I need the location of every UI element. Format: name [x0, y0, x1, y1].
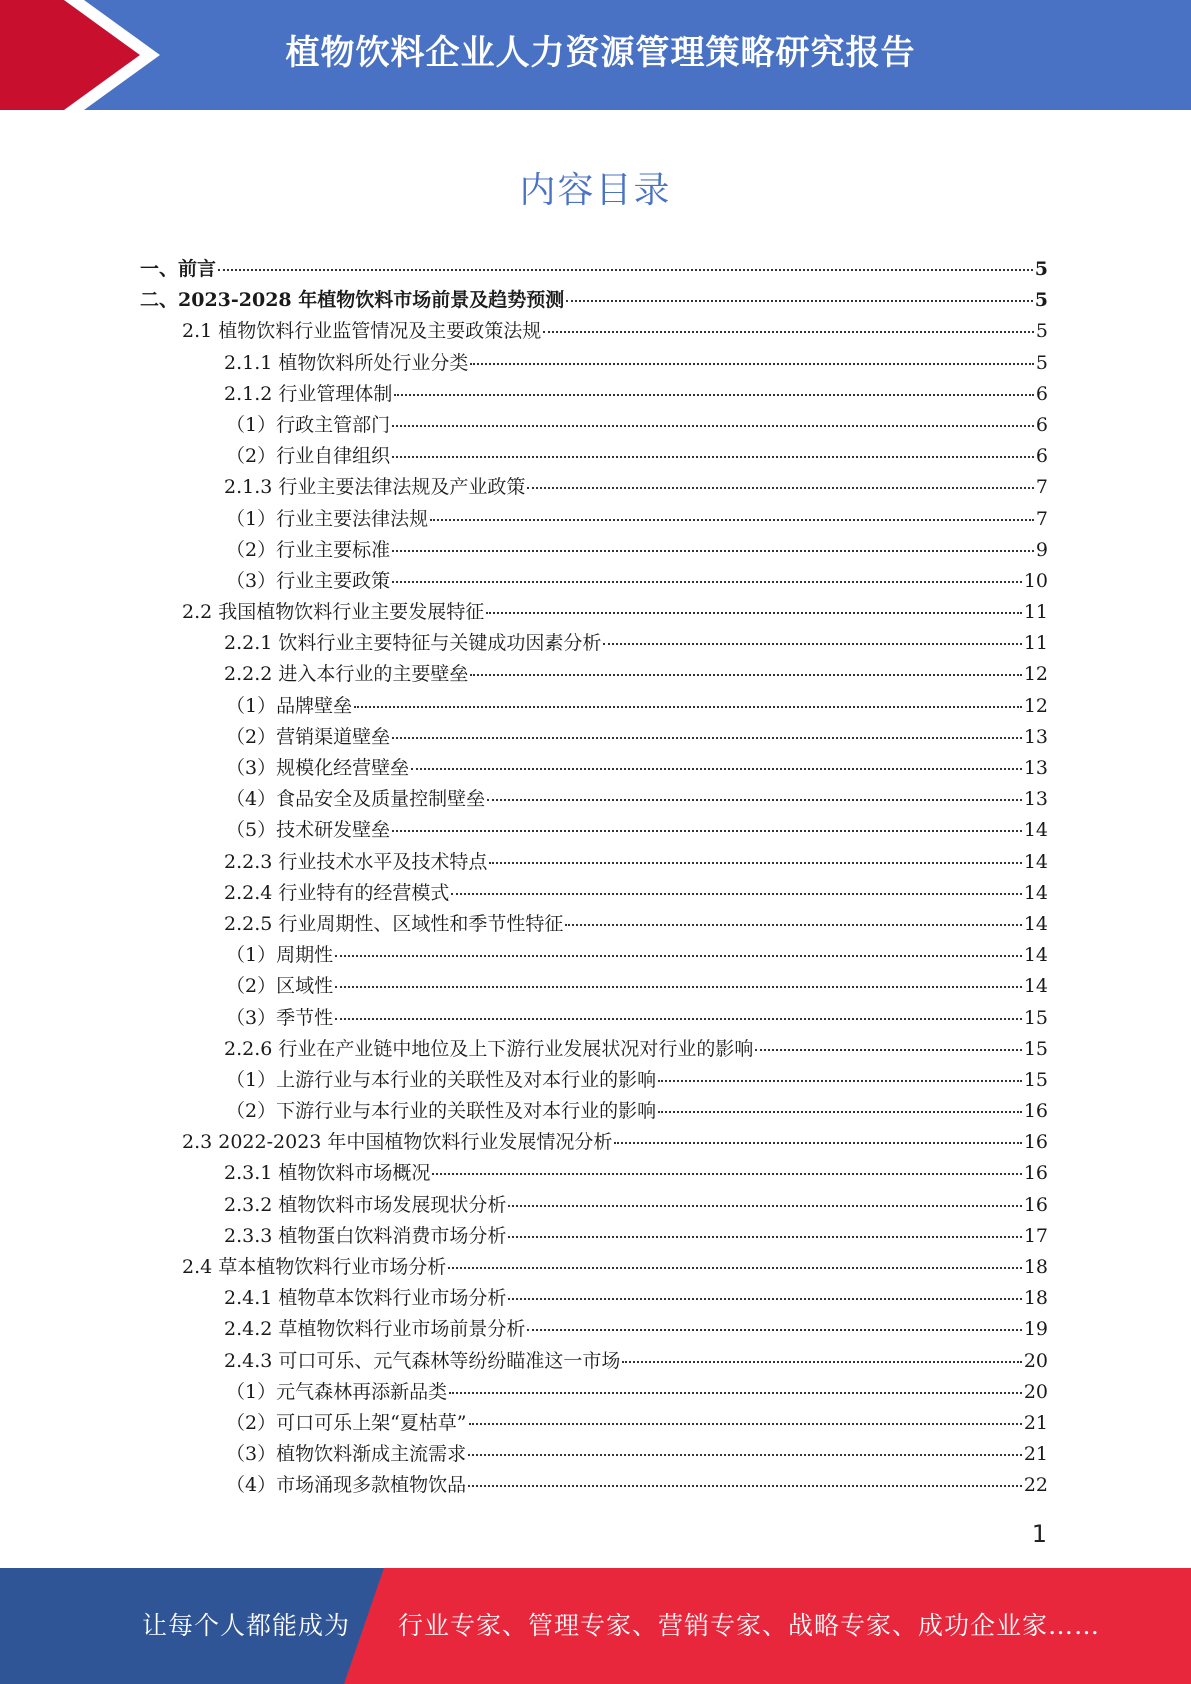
toc-entry-label: （1）元气森林再添新品类	[226, 1380, 448, 1403]
toc-entry-page: 13	[1023, 788, 1048, 811]
toc-leader-dots	[469, 1423, 1022, 1425]
toc-leader-dots	[489, 862, 1021, 864]
toc-entry[interactable]	[140, 348, 1048, 379]
toc-entry-label: 2.2.5 行业周期性、区域性和季节性特征	[224, 912, 564, 935]
toc-entry[interactable]	[140, 878, 1048, 909]
toc-entry[interactable]	[140, 1096, 1048, 1127]
toc-leader-dots	[755, 1049, 1021, 1051]
toc-entry-label: （2）可口可乐上架“夏枯草”	[226, 1411, 467, 1434]
toc-entry[interactable]	[140, 691, 1048, 722]
toc-entry-page: 5	[1034, 289, 1048, 312]
toc-leader-dots	[335, 955, 1022, 957]
toc-leader-dots	[468, 1454, 1022, 1456]
toc-leader-dots	[392, 550, 1034, 552]
toc-entry-page: 13	[1023, 757, 1048, 779]
toc-entry-page: 14	[1023, 944, 1048, 967]
toc-entry-label: （3）行业主要政策	[226, 569, 391, 592]
toc-entry-label: （2）营销渠道壁垒	[226, 725, 391, 748]
toc-entry-page: 5	[1035, 320, 1048, 343]
toc-leader-dots	[449, 1392, 1022, 1394]
toc-list	[140, 254, 1048, 1502]
toc-entry-label: 二、2023-2028 年植物饮料市场前景及趋势预测	[140, 289, 565, 312]
toc-leader-dots	[658, 1111, 1022, 1113]
toc-entry-page: 6	[1035, 445, 1048, 468]
footer-banner	[0, 1568, 1191, 1684]
toc-entry[interactable]	[140, 597, 1048, 628]
toc-entry[interactable]	[140, 722, 1048, 753]
toc-entry[interactable]	[140, 847, 1048, 878]
toc-entry-page: 10	[1023, 569, 1048, 592]
toc-entry-page: 15	[1023, 1006, 1048, 1029]
toc-entry-label: （5）技术研发壁垒	[226, 819, 391, 842]
toc-entry-label: 一、前言	[140, 258, 217, 280]
toc-entry[interactable]	[140, 379, 1048, 410]
toc-leader-dots	[566, 300, 1033, 302]
toc-entry-label: 2.2.4 行业特有的经营模式	[224, 881, 450, 904]
toc-entry[interactable]	[140, 504, 1048, 535]
toc-leader-dots	[468, 1485, 1022, 1487]
toc-entry-label: （1）行政主管部门	[226, 413, 391, 436]
toc-entry-page: 12	[1023, 694, 1048, 717]
toc-entry[interactable]	[140, 285, 1048, 316]
toc-entry[interactable]	[140, 1127, 1048, 1158]
toc-leader-dots	[508, 1236, 1021, 1238]
toc-entry-label: （4）市场涌现多款植物饮品	[226, 1474, 467, 1497]
toc-entry-page: 6	[1035, 382, 1048, 405]
toc-entry[interactable]	[140, 441, 1048, 472]
toc-leader-dots	[394, 394, 1034, 396]
toc-leader-dots	[432, 1173, 1021, 1175]
toc-entry-label: 2.3.1 植物饮料市场概况	[224, 1162, 431, 1185]
toc-title: 内容目录	[519, 170, 672, 211]
toc-entry-page: 15	[1023, 1068, 1048, 1091]
toc-entry[interactable]	[140, 1221, 1048, 1252]
toc-entry-label: 2.2.6 行业在产业链中地位及上下游行业发展状况对行业的影响	[224, 1037, 754, 1060]
toc-entry-page: 20	[1023, 1349, 1048, 1372]
toc-entry[interactable]	[140, 1034, 1048, 1065]
toc-entry-page: 19	[1023, 1318, 1048, 1341]
toc-entry-label: （3）季节性	[226, 1006, 334, 1029]
toc-entry-label: （1）周期性	[226, 944, 334, 967]
toc-entry-page: 6	[1035, 413, 1048, 436]
toc-entry-page: 20	[1023, 1380, 1048, 1403]
toc-leader-dots	[486, 612, 1022, 614]
toc-leader-dots	[392, 581, 1022, 583]
toc-entry[interactable]	[140, 566, 1048, 597]
toc-leader-dots	[543, 331, 1034, 333]
toc-entry[interactable]	[140, 784, 1048, 815]
toc-entry[interactable]	[140, 1252, 1048, 1283]
toc-entry-page: 17	[1023, 1224, 1048, 1247]
toc-entry-label: （4）食品安全及质量控制壁垒	[226, 788, 486, 811]
toc-leader-dots	[508, 1298, 1021, 1300]
toc-entry-label: 2.4.3 可口可乐、元气森林等纷纷瞄准这一市场	[224, 1349, 621, 1372]
toc-entry-label: 2.3 2022-2023 年中国植物饮料行业发展情况分析	[182, 1131, 613, 1154]
toc-leader-dots	[392, 425, 1034, 427]
toc-entry-label: （2）行业自律组织	[226, 445, 391, 468]
toc-entry-page: 22	[1023, 1474, 1048, 1497]
toc-leader-dots	[622, 1361, 1021, 1363]
toc-leader-dots	[470, 363, 1034, 365]
toc-entry[interactable]	[140, 1158, 1048, 1189]
toc-leader-dots	[487, 799, 1022, 801]
header-banner	[0, 0, 1191, 110]
toc-entry-label: 2.3.2 植物饮料市场发展现状分析	[224, 1193, 507, 1216]
toc-entry-page: 14	[1023, 975, 1048, 998]
toc-entry-page: 21	[1023, 1411, 1048, 1434]
toc-leader-dots	[354, 706, 1022, 708]
toc-entry-page: 16	[1023, 1131, 1048, 1154]
toc-entry-label: 2.2 我国植物饮料行业主要发展特征	[182, 601, 485, 624]
toc-entry-page: 14	[1023, 912, 1048, 935]
toc-entry-label: （3）规模化经营壁垒	[226, 757, 410, 779]
toc-entry[interactable]	[140, 909, 1048, 940]
toc-entry-label: 2.1.3 行业主要法律法规及产业政策	[224, 476, 526, 499]
toc-leader-dots	[392, 737, 1022, 739]
toc-entry-label: （3）植物饮料渐成主流需求	[226, 1443, 467, 1466]
toc-entry[interactable]	[140, 628, 1048, 659]
toc-leader-dots	[392, 456, 1034, 458]
toc-entry[interactable]	[140, 1065, 1048, 1096]
toc-entry-label: 2.2.1 饮料行业主要特征与关键成功因素分析	[224, 632, 602, 655]
toc-leader-dots	[565, 924, 1021, 926]
toc-leader-dots	[335, 1018, 1022, 1020]
toc-leader-dots	[508, 1205, 1021, 1207]
toc-leader-dots	[430, 519, 1034, 521]
toc-entry-page: 15	[1023, 1037, 1048, 1060]
toc-entry[interactable]	[140, 316, 1048, 347]
toc-entry-label: （1）品牌壁垒	[226, 694, 353, 717]
toc-leader-dots	[527, 487, 1034, 489]
toc-entry[interactable]	[140, 940, 1048, 971]
toc-entry-page: 16	[1023, 1100, 1048, 1123]
toc-entry-page: 18	[1023, 1287, 1048, 1310]
toc-entry-page: 14	[1023, 819, 1048, 842]
toc-entry-page: 5	[1034, 258, 1048, 280]
toc-entry-label: （2）行业主要标准	[226, 538, 391, 561]
toc-entry[interactable]	[140, 1408, 1048, 1439]
toc-leader-dots	[451, 893, 1021, 895]
toc-entry-label: 2.1 植物饮料行业监管情况及主要政策法规	[182, 320, 542, 343]
toc-entry[interactable]	[140, 815, 1048, 846]
toc-entry-label: 2.1.2 行业管理体制	[224, 382, 393, 405]
toc-entry[interactable]	[140, 1377, 1048, 1408]
toc-entry-label: 2.1.1 植物饮料所处行业分类	[224, 351, 469, 374]
toc-entry[interactable]	[140, 971, 1048, 1002]
toc-leader-dots	[658, 1080, 1022, 1082]
toc-leader-dots	[448, 1267, 1022, 1269]
toc-entry[interactable]	[140, 410, 1048, 441]
toc-entry-label: 2.3.3 植物蛋白饮料消费市场分析	[224, 1224, 507, 1247]
toc-leader-dots	[527, 1329, 1021, 1331]
toc-entry[interactable]	[140, 1470, 1048, 1501]
toc-entry[interactable]	[140, 1190, 1048, 1221]
toc-entry-label: 2.2.2 进入本行业的主要壁垒	[224, 663, 469, 686]
toc-entry[interactable]	[140, 1346, 1048, 1377]
toc-entry[interactable]	[140, 659, 1048, 690]
toc-entry-page: 5	[1035, 351, 1048, 374]
toc-entry-page: 11	[1023, 632, 1048, 655]
toc-entry[interactable]	[140, 1439, 1048, 1470]
report-title: 植物饮料企业人力资源管理策略研究报告	[285, 33, 916, 73]
toc-leader-dots	[470, 674, 1021, 676]
page-number: 1	[1031, 1520, 1047, 1548]
toc-entry-label: （2）区域性	[226, 975, 334, 998]
toc-entry-page: 16	[1023, 1162, 1048, 1185]
toc-entry-page: 7	[1035, 507, 1048, 530]
toc-entry-page: 21	[1023, 1443, 1048, 1466]
toc-entry-page: 13	[1023, 725, 1048, 748]
toc-entry[interactable]	[140, 472, 1048, 503]
footer-slogan-left: 让每个人都能成为	[142, 1611, 351, 1640]
toc-entry-page: 16	[1023, 1193, 1048, 1216]
toc-entry[interactable]	[140, 254, 1048, 285]
toc-leader-dots	[603, 643, 1021, 645]
footer-slogan-right: 行业专家、管理专家、营销专家、战略专家、成功企业家……	[398, 1611, 1101, 1640]
toc-entry-page: 11	[1023, 601, 1048, 624]
toc-entry-label: 2.4.1 植物草本饮料行业市场分析	[224, 1287, 507, 1310]
toc-entry-label: （1）上游行业与本行业的关联性及对本行业的影响	[226, 1068, 657, 1091]
toc-entry-label: 2.2.3 行业技术水平及技术特点	[224, 850, 488, 873]
toc-entry-page: 9	[1035, 538, 1048, 561]
toc-entry[interactable]	[140, 1003, 1048, 1034]
toc-entry-label: 2.4 草本植物饮料行业市场分析	[182, 1256, 447, 1278]
toc-entry[interactable]	[140, 1314, 1048, 1345]
toc-entry-page: 18	[1023, 1256, 1048, 1278]
toc-leader-dots	[614, 1142, 1021, 1144]
toc-leader-dots	[392, 830, 1022, 832]
toc-entry[interactable]	[140, 1283, 1048, 1314]
toc-entry-label: （1）行业主要法律法规	[226, 507, 429, 530]
toc-entry[interactable]	[140, 753, 1048, 784]
toc-leader-dots	[335, 986, 1022, 988]
toc-entry-label: （2）下游行业与本行业的关联性及对本行业的影响	[226, 1100, 657, 1123]
toc-entry-page: 7	[1035, 476, 1048, 499]
toc-entry[interactable]	[140, 535, 1048, 566]
toc-entry-page: 14	[1023, 850, 1048, 873]
toc-entry-page: 12	[1023, 663, 1048, 686]
toc-leader-dots	[218, 269, 1033, 271]
toc-entry-label: 2.4.2 草植物饮料行业市场前景分析	[224, 1318, 526, 1341]
toc-leader-dots	[411, 768, 1022, 770]
toc-entry-page: 14	[1023, 881, 1048, 904]
